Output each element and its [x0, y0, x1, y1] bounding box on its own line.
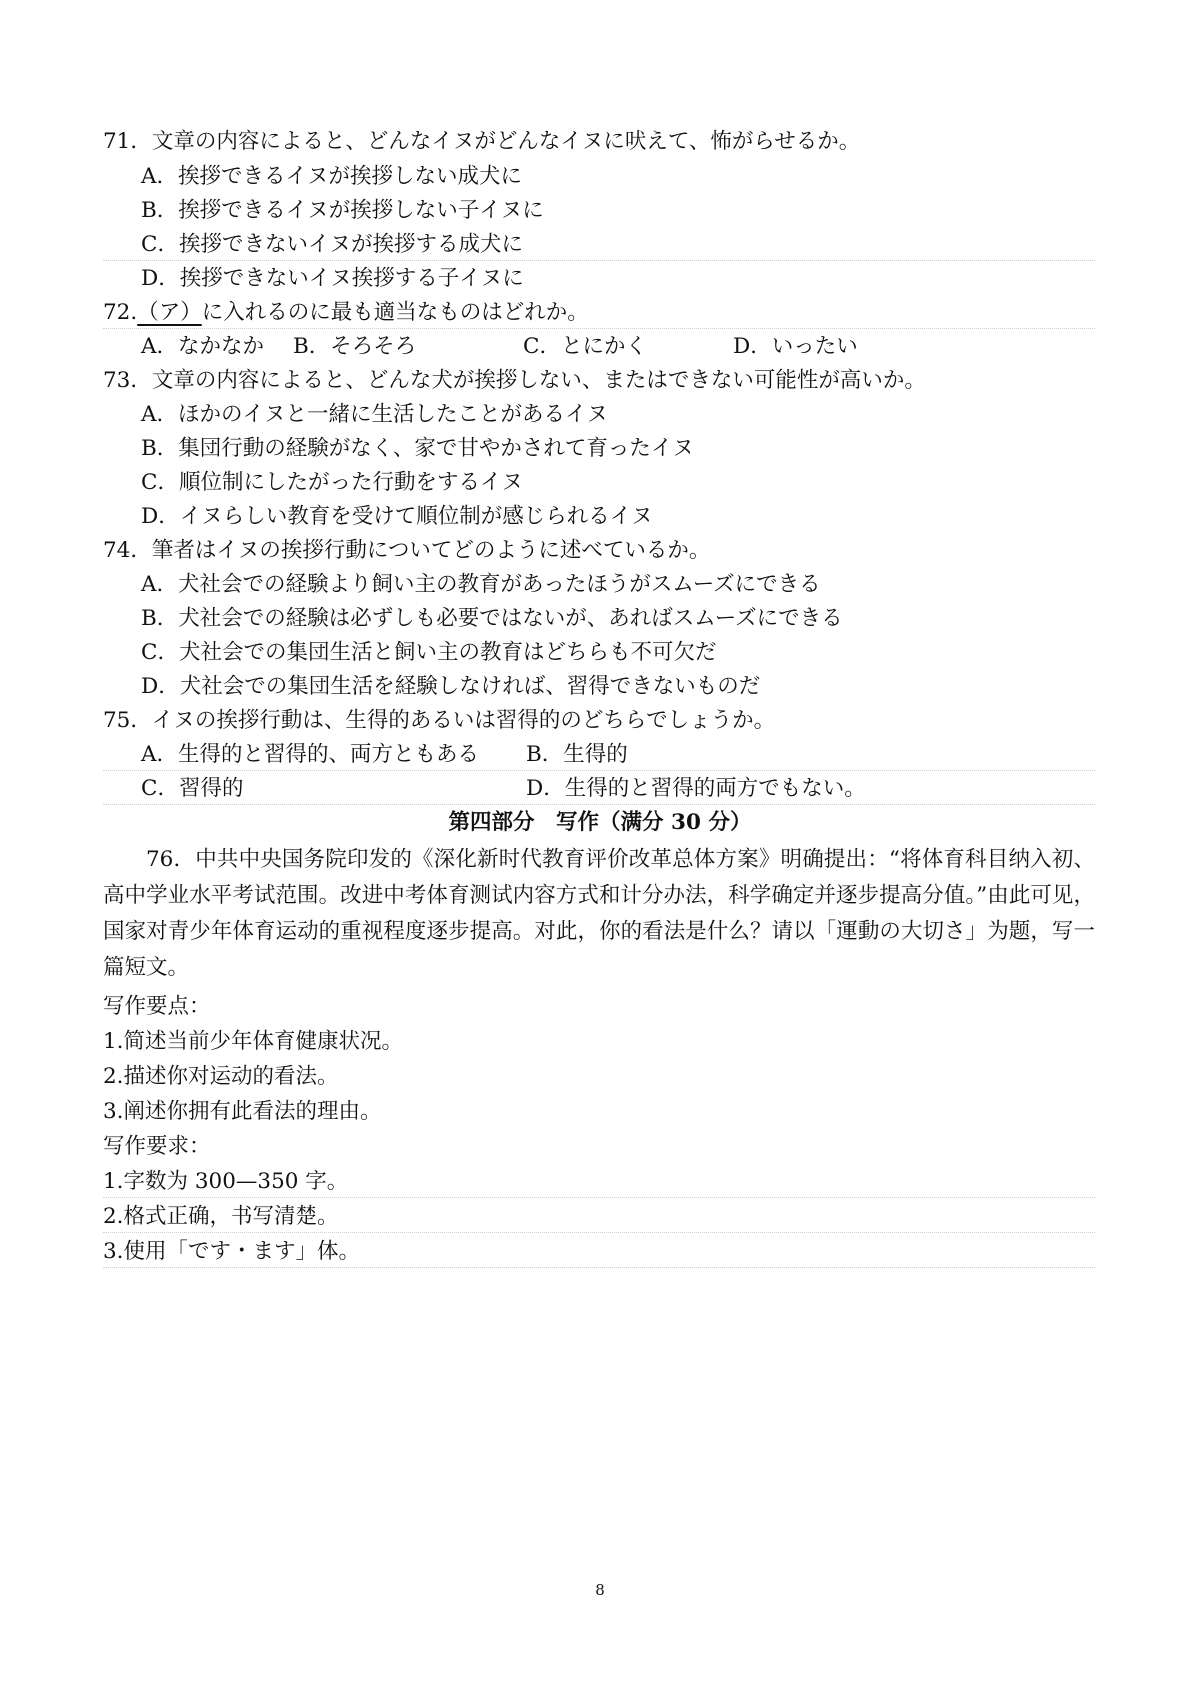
- question-74-stem: 74．筆者はイヌの挨拶行動についてどのように述べているか。: [103, 538, 711, 563]
- question-72-stem: [103, 298, 1095, 329]
- page-number: 8: [595, 1581, 605, 1599]
- writing-prompt: 76．中共中央国务院印发的《深化新时代教育评价改革总体方案》明确提出：“将体育科目纳入初、高中学业水平考试范围。改进中考体育测试内容方式和计分办法，科学确定并逐步提高分值。”由此可见，国家对青少年体育运动的重视程度逐步提高。对此，你的看法是什么？请以「運動の大切さ」为题，写一篇短文。: [103, 847, 1095, 980]
- question-73-option-b: B．集団行動の経験がなく、家で甘やかされて育ったイヌ: [141, 436, 694, 461]
- question-72-option-d: D．いったい: [733, 334, 858, 359]
- question-72-option-c: C．とにかく: [523, 334, 647, 359]
- question-75-option-a: A．生得的と習得的、両方ともある: [141, 742, 480, 767]
- question-75-options-row-1: [103, 740, 1095, 771]
- writing-requirement-1: 1.字数为 300—350 字。: [103, 1167, 1095, 1198]
- question-71-option-c: C．挨拶できないイヌが挨拶する成犬に: [103, 230, 1095, 261]
- question-73-stem: 73．文章の内容によると、どんな犬が挨拶しない、またはできない可能性が高いか。: [103, 368, 926, 393]
- question-73-option-c: C．順位制にしたがった行動をするイヌ: [141, 470, 523, 495]
- question-75-option-c: C．習得的: [141, 776, 244, 801]
- question-75-options-row-2: [103, 774, 1095, 805]
- question-72-text: に入れるのに最も適当なものはどれか。: [201, 300, 589, 325]
- question-72-option-a: A．なかなか: [141, 334, 265, 359]
- question-74-option-a: A．犬社会での経験より飼い主の教育があったほうがスムーズにできる: [141, 572, 821, 597]
- question-72-number: 72.: [103, 300, 138, 325]
- writing-requirement-2: 2.格式正确，书写清楚。: [103, 1202, 1095, 1233]
- question-75-option-d: D．生得的と習得的両方でもない。: [526, 776, 866, 801]
- question-72-blank: （ア）: [137, 300, 202, 325]
- question-75-option-b: B．生得的: [526, 742, 628, 767]
- writing-point-3: 3.阐述你拥有此看法的理由。: [103, 1099, 382, 1124]
- writing-requirement-3: 3.使用「です・ます」体。: [103, 1237, 1095, 1268]
- question-74-option-b: B．犬社会での経験は必ずしも必要ではないが、あればスムーズにできる: [141, 606, 843, 631]
- writing-requirements-title: 写作要求：: [103, 1134, 211, 1159]
- question-72-options: [103, 332, 1095, 362]
- question-74-option-c: C．犬社会での集団生活と飼い主の教育はどちらも不可欠だ: [141, 640, 717, 665]
- question-71-option-d: D．挨拶できないイヌ挨拶する子イヌに: [141, 266, 524, 291]
- question-73-option-d: D．イヌらしい教育を受けて順位制が感じられるイヌ: [141, 504, 653, 529]
- question-71-stem: 71．文章の内容によると、どんなイヌがどんなイヌに吠えて、怖がらせるか。: [103, 129, 861, 154]
- question-72-option-b: B．そろそろ: [293, 334, 417, 359]
- question-73-option-a: A．ほかのイヌと一緒に生活したことがあるイヌ: [141, 402, 609, 427]
- section-heading: 第四部分 写作（满分 30 分）: [448, 810, 752, 835]
- writing-point-1: 1.简述当前少年体育健康状况。: [103, 1029, 404, 1054]
- writing-point-2: 2.描述你对运动的看法。: [103, 1064, 339, 1089]
- question-75-stem: 75．イヌの挨拶行動は、生得的あるいは習得的のどちらでしょうか。: [103, 708, 776, 733]
- question-74-option-d: D．犬社会での集団生活を経験しなければ、習得できないものだ: [141, 674, 761, 699]
- question-71-option-b: B．挨拶できるイヌが挨拶しない子イヌに: [141, 198, 544, 223]
- question-71-option-a: A．挨拶できるイヌが挨拶しない成犬に: [141, 164, 523, 189]
- writing-points-title: 写作要点：: [103, 994, 211, 1019]
